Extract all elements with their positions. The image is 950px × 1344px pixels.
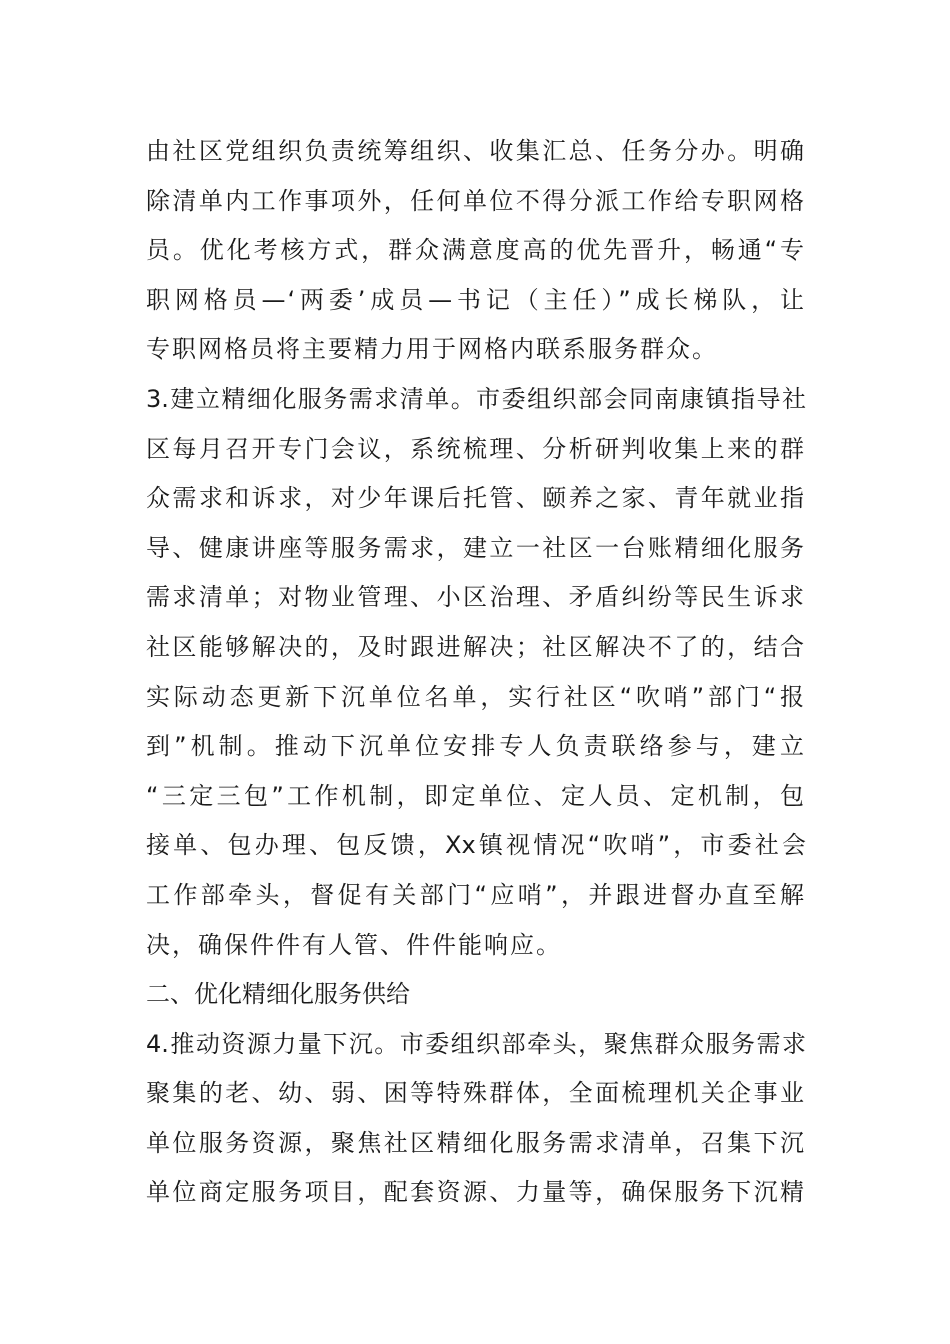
text-line: “三定三包”工作机制，即定单位、定人员、定机制，包 bbox=[146, 781, 806, 810]
text-line: 员。优化考核方式，群众满意度高的优先晋升，畅通“专 bbox=[146, 236, 806, 265]
text-line: 区每月召开专门会议，系统梳理、分析研判收集上来的群 bbox=[146, 434, 806, 463]
text-line: 职网格员—‘两委’成员—书记（主任）”成长梯队，让 bbox=[146, 285, 806, 314]
text-line: 接单、包办理、包反馈，Xx镇视情况“吹哨”，市委社会 bbox=[146, 831, 806, 860]
text-line: 实际动态更新下沉单位名单，实行社区“吹哨”部门“报 bbox=[146, 682, 806, 711]
text-line: 到”机制。推动下沉单位安排专人负责联络参与，建立 bbox=[146, 732, 806, 761]
text-line: 聚集的老、幼、弱、困等特殊群体，全面梳理机关企事业 bbox=[146, 1079, 806, 1108]
text-line: 众需求和诉求，对少年课后托管、颐养之家、青年就业指 bbox=[146, 484, 806, 513]
text-line: 决，确保件件有人管、件件能响应。 bbox=[146, 930, 562, 959]
text-line: 单位服务资源，聚焦社区精细化服务需求清单，召集下沉 bbox=[146, 1128, 806, 1157]
text-line: 社区能够解决的，及时跟进解决；社区解决不了的，结合 bbox=[146, 632, 806, 661]
text-line: 工作部牵头，督促有关部门“应哨”，并跟进督办直至解 bbox=[146, 880, 806, 909]
text-line: 除清单内工作事项外，任何单位不得分派工作给专职网格 bbox=[146, 186, 806, 215]
text-line: 3.建立精细化服务需求清单。市委组织部会同南康镇指导社 bbox=[146, 384, 806, 413]
section-heading: 二、优化精细化服务供给 bbox=[146, 980, 410, 1009]
text-line: 需求清单；对物业管理、小区治理、矛盾纠纷等民生诉求 bbox=[146, 583, 806, 612]
text-line: 单位商定服务项目，配套资源、力量等，确保服务下沉精 bbox=[146, 1178, 806, 1207]
text-line: 由社区党组织负责统筹组织、收集汇总、任务分办。明确 bbox=[146, 137, 806, 165]
text-line: 专职网格员将主要精力用于网格内联系服务群众。 bbox=[146, 335, 718, 364]
text-line: 4.推动资源力量下沉。市委组织部牵头，聚焦群众服务需求 bbox=[146, 1029, 806, 1058]
text-line: 导、健康讲座等服务需求，建立一社区一台账精细化服务 bbox=[146, 533, 806, 562]
document-body bbox=[146, 127, 806, 1218]
